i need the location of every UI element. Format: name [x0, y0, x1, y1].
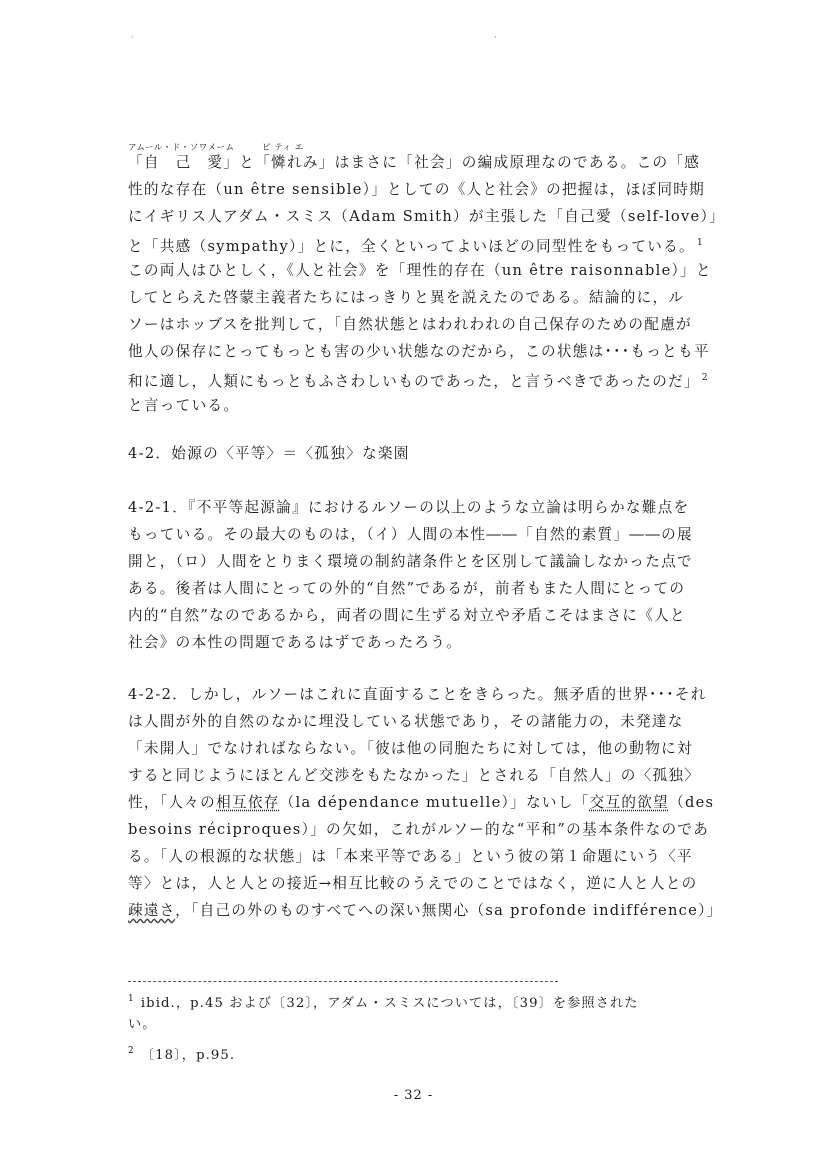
footnote-number: 2: [128, 1046, 135, 1056]
paragraph-self-love: [128, 149, 728, 419]
text-line: ソーはホッブスを批判して，「自然状態とはわれわれの自己保存のための配慮が: [128, 316, 693, 333]
scan-mark-left: ·: [131, 33, 134, 42]
footnote-ref: 1: [696, 238, 704, 248]
emphasis-distance: 疎遠さ: [128, 902, 176, 919]
footnotes: [128, 986, 728, 1064]
text-line: してとらえた啓蒙主義者たちにはっきりと異を説えたのである。結論的に，ル: [128, 289, 685, 306]
text-line: と言っている。: [128, 397, 240, 414]
ruby-amour-de-soi: アムール・ド・ソワメーム: [128, 143, 235, 153]
footnote-ref: 2: [701, 373, 709, 383]
section-heading: 4-2．始源の〈平等〉＝〈孤独〉な楽園: [128, 445, 410, 462]
emphasis-reciprocal-needs: 交互的欲望: [589, 794, 670, 811]
text-line: besoins réciproques）」の欠如，これがルソー的な“平和”の基本条件なのであ: [128, 821, 710, 838]
text-line: る。「人の根源的な状態」は「本来平等である」という彼の第１命題にいう〈平: [128, 848, 693, 865]
text-line: と「共感（sympathy）」とに，全くといってよいほどの同型性をもっている。 $^1$: [128, 238, 704, 255]
text-line: 「未開人」でなければならない。「彼は他の同胞たちに対しては，他の動物に対: [128, 740, 693, 757]
text-line: 疎遠さ，「自己の外のものすべてへの深い無関心（sa profonde indifférence）」: [128, 902, 723, 919]
text-line: 「自 己 愛」と「憐れみ」はまさに「社会」の編成原理なのである。この「感: [128, 154, 701, 171]
footnote-number: 1: [128, 994, 135, 1004]
text-line: 性，「人々の相互依存（la dépendance mutuelle）」ないし「交互的欲望（des: [128, 794, 715, 811]
text-line: 等〉とは，人と人との接近→相互比較のうえでのことではなく，逆に人と人との: [128, 875, 698, 892]
text-line: 4-2-1．『不平等起源論』におけるルソーの以上のような立論は明らかな難点を: [128, 499, 690, 516]
page-number: - 32 -: [393, 1088, 434, 1103]
text-line: 4-2-2．しかし，ルソーはこれに直面することをきらった。無矛盾的世界･･･それ: [128, 686, 707, 703]
text-line: 社会》の本性の問題であるはずであったろう。: [128, 634, 463, 651]
footnote-2: $^2$ 〔18〕，p.95.: [128, 1046, 236, 1063]
paragraph-4-2-2: [128, 681, 728, 924]
text-line: もっている。その最大のものは，（イ）人間の本性――「自然的素質」――の展: [128, 526, 693, 543]
scan-mark-right: ·: [494, 33, 497, 42]
text-line: 他人の保存にとってもっとも害の少い状態なのだから，この状態は･･･もっとも平: [128, 343, 710, 360]
emphasis-mutual-dependence: 相互依存: [216, 794, 280, 811]
text-line: は人間が外的自然のなかに埋没している状態であり，その諸能力の，未発達な: [128, 713, 684, 730]
text-line: ある。後者は人間にとっての外的“自然”であるが，前者もまた人間にとっての: [128, 580, 686, 597]
paragraph-4-2-1: [128, 494, 728, 656]
footnote-1: $^1$ ibid.，p.45 および〔32〕，アダム・スミスについては，〔39〕を参照された: [128, 994, 639, 1011]
text-line: 性的な存在（un être sensible）」としての《人と社会》の把握は，ほぼ同時期: [128, 181, 706, 198]
text-line: この両人はひとしく，《人と社会》を「理性的存在（un être raisonnable）」と: [128, 262, 712, 279]
text-line: すると同じようにほとんど交渉をもたなかった」とされる「自然人」の〈孤独〉: [128, 767, 701, 784]
text-line: 内的“自然”なのであるから，両者の間に生ずる対立や矛盾こそはまさに《人と: [128, 607, 686, 624]
ruby-pitie: ピ ティ エ: [262, 143, 304, 153]
text-line: にイギリス人アダム・スミス（Adam Smith）が主張した「自己愛（self-love）」: [128, 208, 725, 225]
text-line: 開と，（ロ）人間をとりまく環境の制約諸条件とを区別して議論しなかった点で: [128, 553, 693, 570]
footnote-separator: [128, 981, 558, 982]
text-line: 和に適し，人類にもっともふさわしいものであった，と言うべきであったのだ」 $^2$: [128, 373, 709, 390]
footnote-1-continued: い。: [128, 1017, 157, 1032]
